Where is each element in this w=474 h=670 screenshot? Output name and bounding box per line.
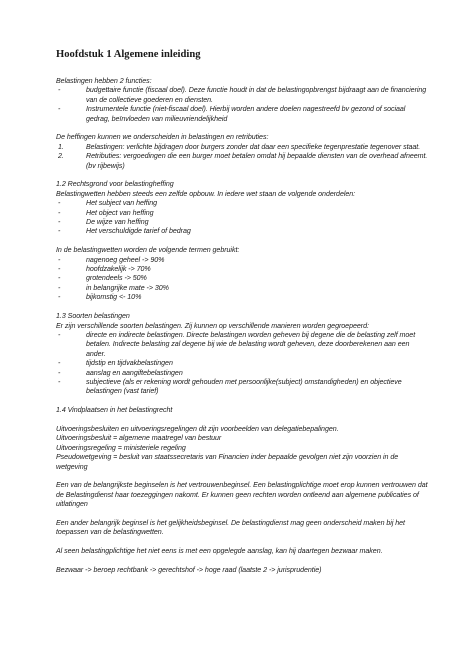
list-item	[56, 152, 430, 171]
list-item: - De wijze van heffing	[56, 218, 430, 227]
list-number: 2.	[58, 152, 64, 161]
rechtsgrond-list	[56, 199, 430, 237]
paragraph: Uitvoeringsbesluiten en uitvoeringsregelingen dit zijn voorbeelden van delegatiebepalingen.	[56, 424, 339, 433]
bezwaar-note: Al seen belastingplichtige het niet eens is met een opgelegde aanslag, kan hij daartegen bezwaar maken.	[56, 547, 383, 556]
functies-list	[56, 86, 430, 124]
list-item: - aanslag en aangiftebelastingen	[56, 369, 430, 378]
list-item: - tijdstip en tijdvakbelastingen	[56, 359, 430, 368]
list-item: - bijkomstig <- 10%	[56, 293, 430, 302]
list-text: Belastingen: verlichte bijdragen door burgers zonder dat daar een specifieke tegenprestatie tegenover staat.	[86, 142, 421, 151]
termen-intro: In de belastingwetten worden de volgende termen gebruikt:	[56, 246, 240, 255]
chapter-heading: Hoofdstuk 1 Algemene inleiding	[56, 49, 201, 60]
list-item: - grotendeels -> 50%	[56, 274, 430, 283]
soorten-list	[56, 331, 430, 397]
heffingen-intro: De heffingen kunnen we onderscheiden in belastingen en retributies:	[56, 133, 269, 142]
list-item: - budgettaire functie (fiscaal doel). Deze functie houdt in dat de belastingopbrengst bijdraagt aan de financiering van de collectieve goederen en diensten.	[56, 86, 430, 105]
heffingen-list	[56, 143, 430, 171]
list-item: - nagenoeg geheel -> 90%	[56, 256, 430, 265]
gelijkheid-paragraph: Een ander belangrijk beginsel is het gelijkheidsbeginsel. De belastingdienst mag geen onderscheid maken bij het toepassen van de belastingwetten.	[56, 518, 405, 537]
section-title-rechtsgrond: 1.2 Rechtsgrond voor belastingheffing	[56, 180, 174, 189]
list-item	[56, 143, 430, 152]
list-number: 1.	[58, 142, 64, 151]
section-title-vindplaatsen: 1.4 Vindplaatsen in het belastingrecht	[56, 406, 173, 415]
soorten-intro: Er zijn verschillende soorten belastingen. Zij kunnen op verschillende manieren worden gegroepeerd:	[56, 321, 369, 330]
termen-list	[56, 256, 430, 303]
functies-intro: Belastingen hebben 2 functies:	[56, 77, 152, 85]
paragraph: Pseudowetgeving = besluit van staatssecretaris van Financien inder bepaalde gevolgen niet zijn voorzien in de wetgeving	[56, 453, 399, 471]
list-item: - directe en indirecte belastingen. Directe belastingen worden geheven bij degene die de belasting zelf moet betalen. Indirecte belasting zal degene bij wie de belasting wordt geheven, deze doorberekenen aan een ander.	[56, 331, 430, 359]
list-item: - Het subject van heffing	[56, 199, 430, 208]
list-item: - Instrumentele functie (niet-fiscaal doel). Hierbij worden andere doelen nagestreefd bv gezond of sociaal gedrag, beïnvloeden van milieuvriendelijkheid	[56, 105, 430, 124]
list-item: - in belangrijke mate -> 30%	[56, 284, 430, 293]
list-item: - Het verschuldigde tarief of bedrag	[56, 227, 430, 236]
rechtsgrond-intro: Belastingwetten hebben steeds een zelfde opbouw. In iedere wet staan de volgende onderdelen:	[56, 189, 356, 198]
list-text: Retributies: vergoedingen die een burger moet betalen omdat hij bepaalde diensten van de overhead afneemt. (bv rijbewijs)	[86, 152, 428, 170]
vertrouwen-paragraph: Een van de belangrijkste beginselen is het vertrouwenbeginsel. Een belastingplichtige moet erop kunnen vertrouwen dat de Belastingdienst haar toezeggingen nakomt. Er kunnen geen rechten worden ontleend aan algemene publicaties of uitlatingen	[56, 481, 428, 509]
list-item: - subjectieve (als er rekening wordt gehouden met persoonlijke(subject) omstandigheden) en objectieve belastingen (vast tarief)	[56, 378, 430, 397]
list-item: - hoofdzakelijk -> 70%	[56, 265, 430, 274]
section-title-soorten: 1.3 Soorten belastingen	[56, 312, 130, 321]
list-item: - Het object van heffing	[56, 209, 430, 218]
paragraph: Uitvoeringsbesluit = algemene maatregel van bestuur	[56, 434, 222, 443]
bezwaar-route: Bezwaar -> beroep rechtbank -> gerechtshof -> hoge raad (laatste 2 -> jurisprudentie)	[56, 565, 322, 574]
paragraph: Uitvoeringsregeling = ministeriele regeling	[56, 443, 186, 452]
